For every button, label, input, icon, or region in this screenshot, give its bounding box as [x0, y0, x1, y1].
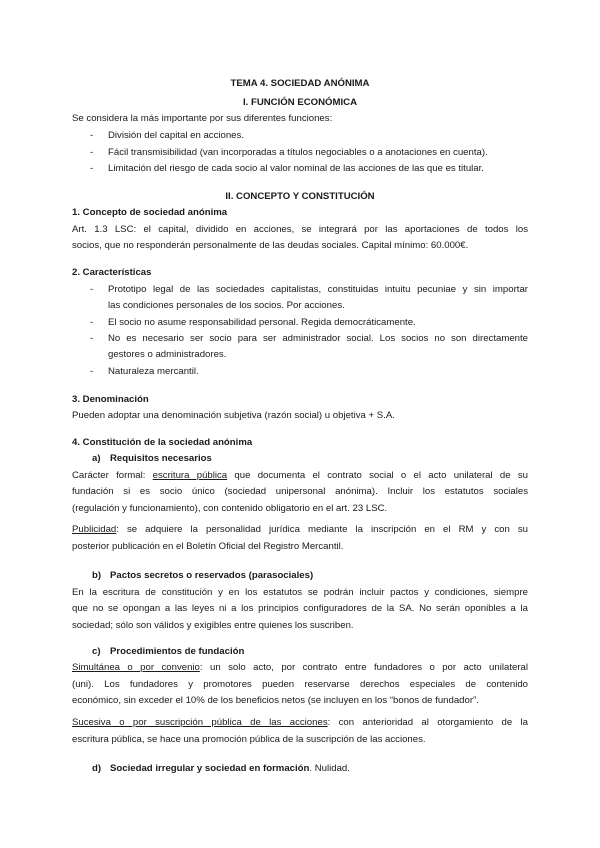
underlined-term: Publicidad — [72, 524, 117, 535]
list-item: No es necesario ser socio para ser administrador social. Los socios no son directamente — [108, 333, 528, 344]
text-run: . Nulidad. — [309, 763, 350, 774]
paragraph-line — [72, 522, 528, 539]
section-heading-funcion: I. FUNCIÓN ECONÓMICA — [242, 97, 358, 108]
paragraph-line — [72, 468, 528, 485]
paragraph-line — [72, 715, 528, 732]
list-item: Fácil transmisibilidad (van incorporadas a títulos negociables o a anotaciones en cuenta). — [108, 147, 488, 158]
subheading-caracteristicas: 2. Características — [72, 267, 152, 278]
list-item: Naturaleza mercantil. — [108, 366, 199, 377]
paragraph-line: fundación si es socio único (sociedad unipersonal anónima). Incluir los estatutos sociales — [72, 486, 528, 497]
paragraph-line — [72, 660, 528, 677]
text-run: : un solo acto, por contrato entre fundadores o por acto unilateral — [199, 662, 528, 673]
list-item-continuation: gestores o administradores. — [108, 349, 227, 360]
underlined-term: escritura pública — [152, 470, 228, 481]
list-item: Limitación del riesgo de cada socio al valor nominal de las acciones de las que es titular. — [108, 163, 484, 174]
text-run: Carácter formal: — [72, 470, 146, 481]
paragraph-line: económico, sin exceder el 10% de los beneficios netos (se incluyen en los “bonos de fundador”. — [72, 695, 479, 706]
bullet-dash: - — [90, 163, 94, 174]
paragraph-line: que no se opongan a las leyes ni a los principios configuradores de la SA. No serán oponibles a la — [72, 603, 528, 614]
paragraph-line: (uni). Los fundadores y promotores pueden reservarse derechos especiales de contenido — [72, 679, 528, 690]
subheading-concepto: 1. Concepto de sociedad anónima — [72, 207, 228, 218]
paragraph-line: escritura pública, se hace una promoción pública de la suscripción de las acciones. — [72, 734, 426, 745]
underlined-term: Sucesiva o por suscripción pública de las acciones — [72, 717, 328, 728]
bullet-dash: - — [90, 366, 94, 377]
bullet-dash: - — [90, 284, 94, 295]
paragraph-line: Pueden adoptar una denominación subjetiva (razón social) u objetiva + S.A. — [72, 410, 395, 421]
paragraph-line: En la escritura de constitución y en los estatutos se podrán incluir pactos y condiciones, siempre — [72, 587, 528, 598]
item-heading-requisitos: Requisitos necesarios — [110, 453, 212, 464]
bullet-dash: - — [90, 130, 94, 141]
text-run: : se adquiere la personalidad jurídica mediante la inscripción en el RM y con su — [116, 524, 528, 535]
paragraph-line: (regulación y funcionamiento), con contenido obligatorio en el art. 23 LSC. — [72, 503, 388, 514]
item-marker-d: d) — [92, 763, 102, 774]
list-item: El socio no asume responsabilidad personal. Regida democráticamente. — [108, 317, 416, 328]
section-heading-concepto: II. CONCEPTO Y CONSTITUCIÓN — [225, 191, 375, 202]
subheading-denominacion: 3. Denominación — [72, 394, 149, 405]
underlined-term: Simultánea o por convenio — [72, 662, 200, 673]
paragraph-line: socios, que no responderán personalmente de las deudas sociales. Capital mínimo: 60.000€. — [72, 240, 469, 251]
item-heading-irregular — [110, 761, 350, 778]
bullet-dash: - — [90, 333, 94, 344]
subheading-constitucion: 4. Constitución de la sociedad anónima — [72, 437, 253, 448]
text-run: que documenta el contrato social o el acto unilateral de su — [234, 470, 528, 481]
paragraph-line: posterior publicación en el Boletín Oficial del Registro Mercantil. — [72, 541, 344, 552]
item-marker-c: c) — [92, 646, 101, 657]
item-heading-pactos: Pactos secretos o reservados (parasociales) — [110, 570, 314, 581]
bullet-dash: - — [90, 317, 94, 328]
list-item-continuation: las condiciones personales de los socios. Por acciones. — [108, 300, 345, 311]
paragraph-line: sociedad; sólo son válidos y exigibles entre quienes los suscriben. — [72, 620, 354, 631]
bullet-dash: - — [90, 147, 94, 158]
paragraph-line: Art. 1.3 LSC: el capital, dividido en acciones, se integrará por las aportaciones de todos los — [72, 224, 528, 235]
item-heading-procedimientos: Procedimientos de fundación — [110, 646, 245, 657]
text-run: : con anterioridad al otorgamiento de la — [327, 717, 528, 728]
list-item: División del capital en acciones. — [108, 130, 244, 141]
item-heading-text: Sociedad irregular y sociedad en formación — [110, 763, 310, 774]
item-marker-a: a) — [92, 453, 101, 464]
section-intro: Se considera la más importante por sus diferentes funciones: — [72, 113, 333, 124]
document-title: TEMA 4. SOCIEDAD ANÓNIMA — [230, 78, 370, 89]
item-marker-b: b) — [92, 570, 102, 581]
list-item: Prototipo legal de las sociedades capitalistas, constituidas intuitu pecuniae y sin importar — [108, 284, 528, 295]
